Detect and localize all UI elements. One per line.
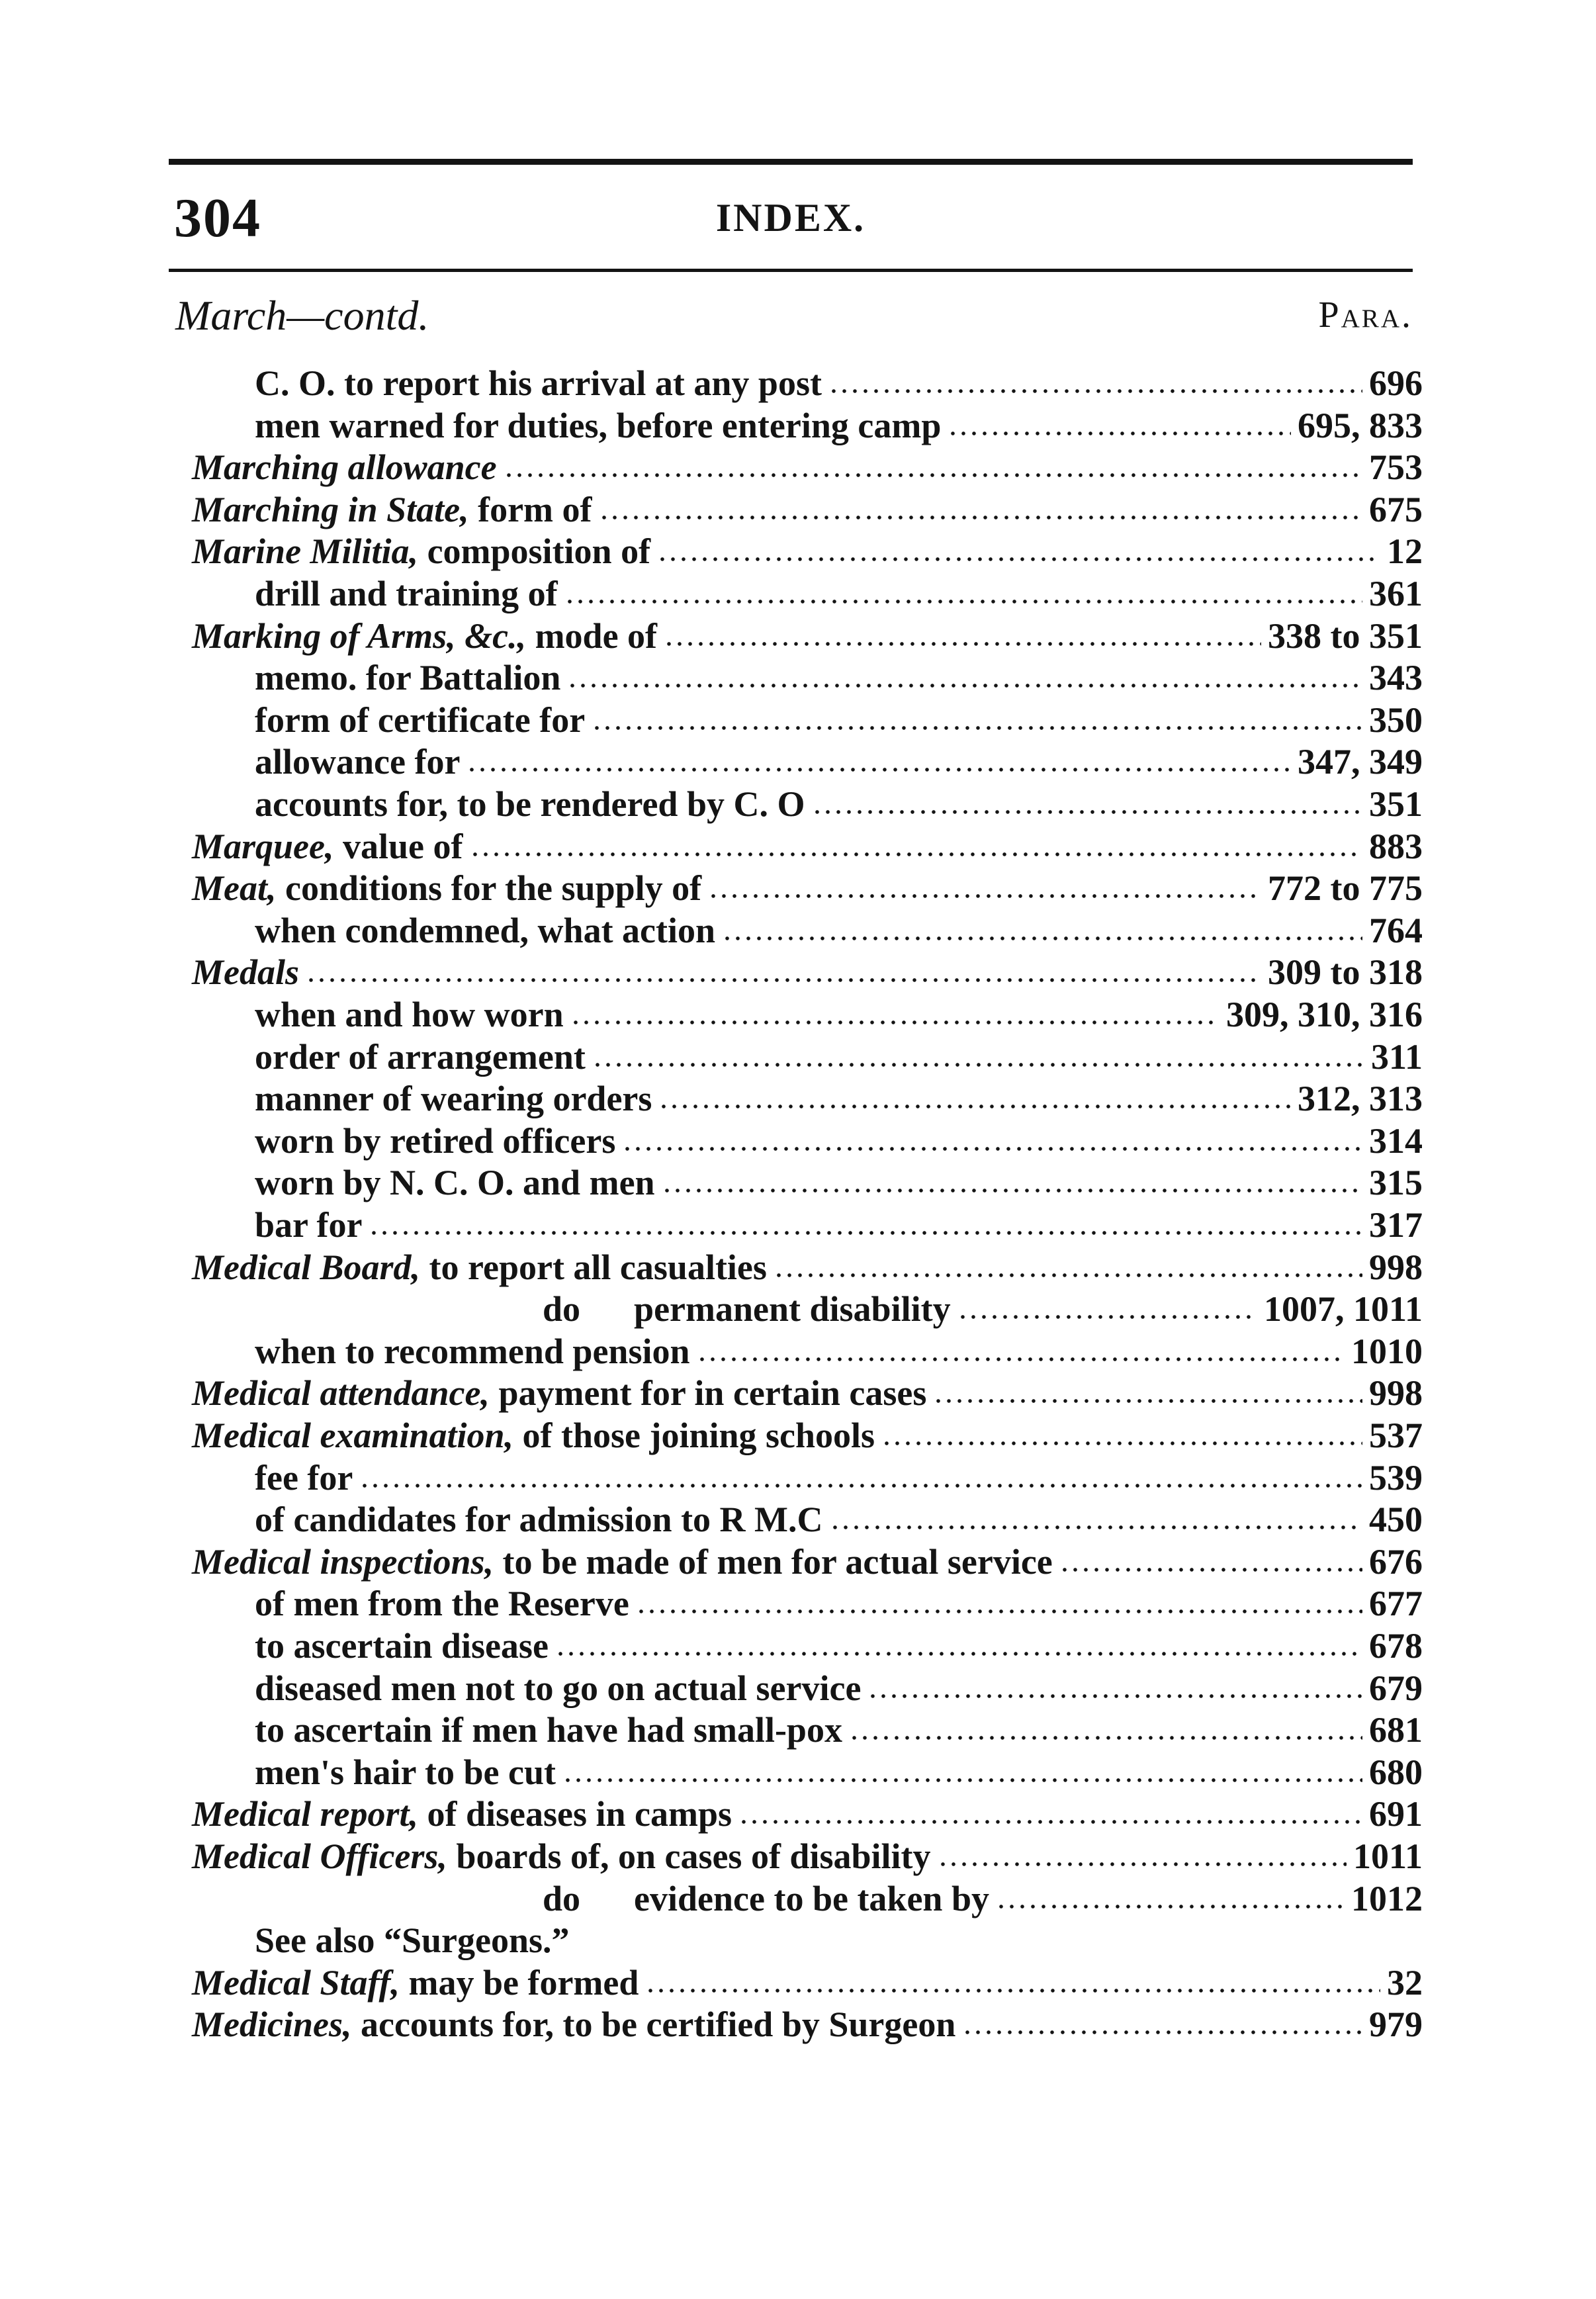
entry-text	[255, 1078, 652, 1119]
dot-leader	[849, 1735, 1362, 1741]
index-entry	[255, 1204, 1423, 1247]
entry-subject: worn by retired officers	[255, 1121, 616, 1161]
entry-text	[255, 910, 715, 951]
index-entry	[255, 994, 1423, 1036]
header-rule-top	[169, 159, 1413, 165]
section-title-text: March—contd.	[175, 292, 429, 339]
index-entry	[255, 363, 1423, 405]
paragraph-reference: 315	[1369, 1163, 1423, 1202]
dot-leader	[622, 1146, 1362, 1152]
index-entry	[543, 1288, 1423, 1331]
entry-heading: Medical Board,	[192, 1247, 420, 1287]
entry-subject: to ascertain if men have had small-pox	[255, 1710, 842, 1750]
section-heading	[175, 291, 1413, 351]
entry-heading: Medical examination,	[192, 1416, 513, 1455]
index-entry	[255, 1457, 1423, 1500]
index-entry	[192, 489, 1423, 531]
paragraph-reference: 312, 313	[1298, 1079, 1423, 1118]
dot-leader	[636, 1608, 1362, 1615]
entry-text	[543, 1288, 951, 1330]
dot-leader	[1059, 1566, 1362, 1573]
paragraph-reference: 1011	[1352, 1836, 1423, 1876]
index-entry	[192, 531, 1423, 573]
entry-text	[192, 1541, 1053, 1582]
paragraph-reference: 1012	[1351, 1879, 1423, 1918]
dot-leader	[466, 766, 1291, 773]
dot-leader	[592, 1061, 1364, 1068]
dot-leader	[645, 1987, 1380, 1994]
paragraph-reference: 772 to 775	[1268, 868, 1423, 908]
paragraph-reference: 677	[1369, 1584, 1423, 1623]
entry-subject: form of	[478, 490, 592, 529]
entry-subject: when and how worn	[255, 995, 564, 1034]
paragraph-reference: 347, 349	[1298, 742, 1423, 782]
page-header	[169, 182, 1413, 255]
index-entry	[192, 1962, 1423, 2005]
entry-subject: value of	[343, 827, 463, 866]
paragraph-reference: 539	[1369, 1458, 1423, 1498]
entry-subject: accounts for, to be certified by Surgeon	[360, 2005, 956, 2044]
index-entry	[255, 1920, 1423, 1962]
index-entry	[255, 1331, 1423, 1373]
dot-leader	[592, 725, 1362, 731]
entry-text	[255, 657, 560, 698]
index-entry	[192, 447, 1423, 489]
entry-subject: to be made of men for actual service	[502, 1542, 1053, 1582]
entry-subject: men warned for duties, before entering camp	[255, 406, 942, 445]
running-head: INDEX.	[715, 196, 866, 240]
entry-text	[192, 1415, 875, 1456]
paragraph-reference: 338 to 351	[1268, 616, 1423, 656]
entry-text	[255, 699, 585, 741]
dot-leader	[564, 598, 1362, 605]
entry-subject: composition of	[427, 531, 651, 571]
dot-leader	[996, 1903, 1345, 1910]
entry-heading: Medical report,	[192, 1794, 418, 1834]
paragraph-reference: 678	[1369, 1626, 1423, 1666]
entry-text	[192, 1247, 767, 1288]
entry-text	[255, 1583, 629, 1624]
paragraph-reference: 351	[1369, 784, 1423, 824]
entry-subject: drill and training of	[255, 574, 558, 613]
dot-leader	[658, 1103, 1291, 1110]
header-rule-bottom	[169, 269, 1413, 272]
dot-leader	[662, 1187, 1362, 1194]
index-entry	[255, 741, 1423, 784]
index-entry	[192, 615, 1423, 658]
dot-leader	[812, 809, 1363, 815]
dot-leader	[306, 977, 1261, 983]
entry-text	[255, 1625, 549, 1666]
paragraph-reference: 998	[1369, 1373, 1423, 1413]
index-entry	[192, 826, 1423, 868]
paragraph-reference: 696	[1369, 363, 1423, 403]
index-entry	[192, 1836, 1423, 1878]
paragraph-reference: 679	[1369, 1668, 1423, 1708]
paragraph-reference: 361	[1369, 574, 1423, 613]
entry-text	[192, 868, 701, 909]
paragraph-reference: 1007, 1011	[1263, 1289, 1423, 1329]
index-entry	[192, 1247, 1423, 1289]
entry-text	[255, 1752, 556, 1793]
paragraph-reference: 676	[1369, 1542, 1423, 1582]
index-entry	[192, 2004, 1423, 2046]
entry-text	[255, 573, 558, 614]
paragraph-reference: 691	[1369, 1794, 1423, 1834]
index-entry	[192, 868, 1423, 910]
entry-subject: conditions for the supply of	[285, 868, 702, 908]
entry-text	[255, 363, 822, 404]
entry-heading: Marine Militia,	[192, 531, 419, 571]
paragraph-reference: 883	[1369, 827, 1423, 866]
entry-subject: when to recommend pension	[255, 1331, 690, 1371]
entry-text	[255, 1204, 362, 1245]
entry-text	[192, 2004, 955, 2045]
dot-leader	[738, 1819, 1362, 1825]
entry-subject: to report all casualties	[429, 1247, 767, 1287]
index-entry	[255, 657, 1423, 699]
paragraph-reference: 537	[1369, 1416, 1423, 1455]
entry-text	[192, 1793, 732, 1834]
entry-heading: Meat,	[192, 868, 277, 908]
paragraph-reference: 309 to 318	[1268, 952, 1423, 992]
entry-subject: accounts for, to be rendered by C. O	[255, 784, 805, 824]
entry-subject: of men from the Reserve	[255, 1584, 629, 1623]
entry-text	[255, 1120, 615, 1161]
entry-heading: Marking of Arms, &c.,	[192, 616, 527, 656]
entry-text	[255, 1499, 823, 1540]
entry-text	[255, 994, 564, 1035]
dot-leader	[657, 556, 1380, 563]
entry-subject: C. O. to report his arrival at any post	[255, 363, 822, 403]
entry-text	[255, 1036, 586, 1077]
entry-text	[255, 1668, 861, 1709]
dot-leader	[962, 2029, 1362, 2036]
dot-leader	[938, 1861, 1347, 1868]
dot-leader	[570, 1019, 1219, 1026]
entry-subject: diseased men not to go on actual service	[255, 1668, 862, 1708]
entry-text	[192, 489, 592, 530]
entry-subject: memo. for Battalion	[255, 658, 561, 698]
dot-leader	[470, 851, 1363, 858]
entry-text	[255, 741, 460, 782]
entry-text	[192, 1962, 639, 2003]
entry-subject: order of arrangement	[255, 1037, 586, 1077]
paragraph-reference: 32	[1387, 1963, 1423, 2003]
entry-subject: men's hair to be cut	[255, 1752, 556, 1792]
dot-leader	[830, 1524, 1362, 1531]
para-column-label: Para.	[1318, 294, 1413, 336]
index-entry	[255, 1709, 1423, 1752]
entry-subject: do permanent disability	[543, 1289, 951, 1329]
entry-heading: Medical Staff,	[192, 1963, 400, 2003]
index-entry	[255, 1078, 1423, 1120]
paragraph-reference: 680	[1369, 1752, 1423, 1792]
dot-leader	[774, 1272, 1362, 1279]
paragraph-reference: 314	[1369, 1121, 1423, 1161]
index-entry	[255, 1583, 1423, 1625]
entry-heading: Marquee,	[192, 827, 334, 866]
paragraph-reference: 450	[1369, 1500, 1423, 1539]
paragraph-reference: 1010	[1351, 1331, 1423, 1371]
entry-subject: allowance for	[255, 742, 461, 782]
entry-subject: payment for in certain cases	[498, 1373, 927, 1413]
entry-heading: Medicines,	[192, 2005, 352, 2044]
index-entry	[255, 1668, 1423, 1710]
entry-subject: of candidates for admission to R M.C	[255, 1500, 823, 1539]
dot-leader	[867, 1693, 1362, 1699]
entry-subject: to ascertain disease	[255, 1626, 549, 1666]
dot-leader	[504, 472, 1362, 478]
entry-text	[192, 1373, 926, 1414]
entry-subject: fee for	[255, 1458, 353, 1498]
index-entry	[255, 405, 1423, 447]
index-entry	[192, 952, 1423, 994]
entry-subject: of those joining schools	[522, 1416, 875, 1455]
entry-text	[255, 405, 941, 446]
entry-heading: Medical attendance,	[192, 1373, 490, 1413]
entry-text	[543, 1878, 989, 1919]
entry-subject: may be formed	[408, 1963, 639, 2003]
index-entry	[192, 1793, 1423, 1836]
dot-leader	[881, 1440, 1362, 1447]
paragraph-reference: 681	[1369, 1710, 1423, 1750]
entry-subject: mode of	[535, 616, 658, 656]
index-entry	[255, 573, 1423, 615]
paragraph-reference: 675	[1369, 490, 1423, 529]
index-entry	[255, 1752, 1423, 1794]
index-entry	[192, 1541, 1423, 1584]
index-entry	[255, 1162, 1423, 1204]
index-entry	[255, 699, 1423, 742]
paragraph-reference: 695, 833	[1298, 406, 1423, 445]
index-entry	[192, 1373, 1423, 1415]
index-entry	[255, 1036, 1423, 1079]
section-title	[175, 291, 429, 340]
entry-text	[255, 1162, 655, 1203]
dot-leader	[359, 1482, 1362, 1489]
entry-heading: Medical inspections,	[192, 1542, 494, 1582]
dot-leader	[828, 388, 1362, 394]
dot-leader	[562, 1777, 1362, 1783]
entry-heading: Marching allowance	[192, 447, 497, 487]
index-entry	[543, 1878, 1423, 1920]
entry-subject: form of certificate for	[255, 700, 586, 740]
dot-leader	[555, 1650, 1362, 1657]
index-entry	[255, 1499, 1423, 1541]
entry-text	[192, 447, 497, 488]
entry-text	[255, 784, 805, 825]
entry-subject: do evidence to be taken by	[543, 1879, 989, 1918]
paragraph-reference: 343	[1369, 658, 1423, 698]
paragraph-reference: 12	[1387, 531, 1423, 571]
entry-text	[255, 1457, 353, 1498]
dot-leader	[697, 1356, 1345, 1363]
entry-text	[192, 1836, 931, 1877]
dot-leader	[722, 935, 1362, 942]
index-entry	[255, 784, 1423, 826]
entry-text	[192, 615, 657, 656]
dot-leader	[567, 682, 1362, 689]
index-entry	[255, 1120, 1423, 1163]
paragraph-reference: 979	[1369, 2005, 1423, 2044]
entry-subject: See also “Surgeons.”	[255, 1920, 570, 1960]
entry-heading: Medical Officers,	[192, 1836, 447, 1876]
index-entry	[255, 1625, 1423, 1668]
entry-text	[255, 1331, 690, 1372]
dot-leader	[664, 641, 1261, 647]
entry-heading: Medals	[192, 952, 299, 992]
entry-text	[192, 531, 650, 572]
entry-heading: Marching in State,	[192, 490, 469, 529]
paragraph-reference: 317	[1369, 1205, 1423, 1245]
entry-subject: worn by N. C. O. and men	[255, 1163, 655, 1202]
entry-text	[192, 952, 299, 993]
index-entry	[192, 1415, 1423, 1457]
entry-text	[192, 826, 463, 867]
dot-leader	[369, 1230, 1362, 1236]
entry-subject: manner of wearing orders	[255, 1079, 652, 1118]
entry-subject: when condemned, what action	[255, 911, 716, 950]
paragraph-reference: 309, 310, 316	[1226, 995, 1423, 1034]
paragraph-reference: 764	[1369, 911, 1423, 950]
paragraph-reference: 350	[1369, 700, 1423, 740]
paragraph-reference: 311	[1370, 1037, 1423, 1077]
paragraph-reference: 998	[1369, 1247, 1423, 1287]
page-number: 304	[174, 187, 261, 249]
index-entry	[255, 910, 1423, 952]
dot-leader	[933, 1398, 1362, 1404]
entry-subject: bar for	[255, 1205, 363, 1245]
entry-subject: of diseases in camps	[427, 1794, 732, 1834]
dot-leader	[957, 1314, 1257, 1320]
entry-text	[255, 1920, 1423, 1961]
dot-leader	[948, 430, 1291, 437]
entry-text	[255, 1709, 842, 1750]
paragraph-reference: 753	[1369, 447, 1423, 487]
dot-leader	[708, 893, 1261, 899]
entry-subject: boards of, on cases of disability	[456, 1836, 931, 1876]
dot-leader	[599, 514, 1362, 521]
